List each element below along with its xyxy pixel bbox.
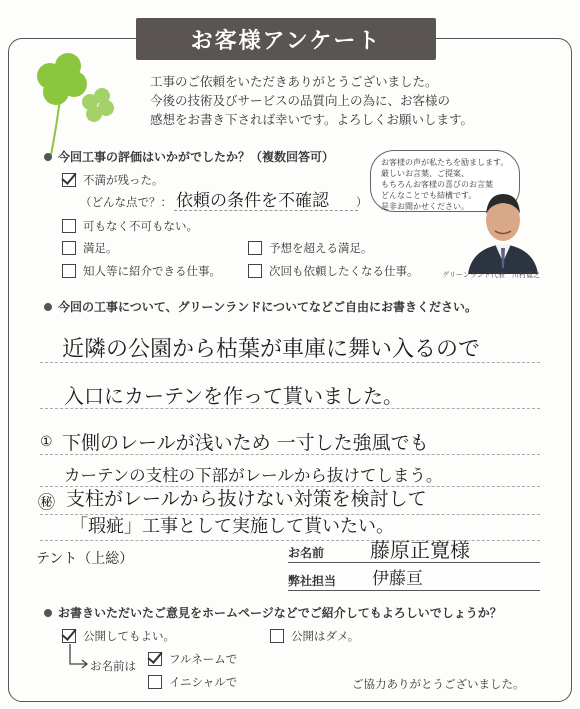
intro-text: 工事のご依頼をいただきありがとうございました。 今後の技術及びサービスの品質向上の為に、お客様の 感想をお書き下されば幸いです。よろしくお願いします。 [150,74,474,127]
speech-bubble: お客様の声が私たちを励まします。 厳しいお言葉、ご提案、 もちろんお客様の喜びのお言葉 どんなことでも結構です。 是非お聞かせください。 [370,150,520,212]
checkbox[interactable] [270,629,284,643]
comment-line-5: 支柱がレールから抜けない対策を検討して [66,488,427,510]
q1-heading: 今回工事の評価はいかがでしたか？（複数回答可） [44,148,334,165]
where-close: ） [356,195,368,209]
option-initial[interactable]: イニシャルで [148,674,237,690]
name-label: お名前 [288,546,325,560]
comment-line-1: 近隣の公園から枯葉が車庫に舞い入るので [62,337,481,362]
page-title: お客様アンケート [136,18,436,60]
checkbox-checked[interactable] [148,652,162,666]
checkbox[interactable] [62,219,76,233]
comment-line-6: 「瑕疵」工事として実施して貰いたい。 [70,516,394,537]
q3-heading: お書きいただいたご意見をホームページなどでご紹介してもよろしいでしょうか？ [44,604,502,621]
option-fullname[interactable]: フルネームで [148,651,237,667]
where-line [174,210,358,211]
checkbox[interactable] [62,241,76,255]
comment-line-4: カーテンの支柱の下部がレールから抜けてしまう。 [64,466,443,485]
staff-label: 弊社担当 [288,574,337,588]
option-exceeded[interactable]: 予想を超える満足。 [248,240,373,256]
comment-line-2: 入口にカーテンを作って貰いました。 [64,384,403,408]
where-label: （どんな点で？： [80,195,172,209]
thanks-text: ご協力ありがとうございました。 [352,677,525,691]
name-underline [288,562,540,563]
option-satisfied[interactable]: 満足。 [62,240,118,256]
comment-mark-2: ㊙ [38,493,55,513]
staff-name: 伊藤亘 [372,569,423,589]
where-handwritten: 依頼の条件を不確認 [176,191,329,211]
checkbox[interactable] [148,675,162,689]
option-neutral[interactable]: 可もなく不可もない。 [62,218,198,234]
checkbox-checked[interactable] [62,173,76,187]
tent-note: テント（上総） [36,551,134,567]
bullet-icon [44,153,52,161]
option-unsatisfied[interactable]: 不満が残った。 [62,172,164,188]
option-publish-ok[interactable]: 公開してもよい。 [62,628,175,644]
option-recommend[interactable]: 知人等に紹介できる仕事。 [62,263,221,279]
checkbox[interactable] [62,264,76,278]
checkbox[interactable] [248,241,262,255]
bullet-icon [44,609,52,617]
q2-heading: 今回の工事について、グリーンランドについてなどご自由にお書きください。 [44,298,477,315]
option-again[interactable]: 次回も依頼したくなる仕事。 [248,263,419,279]
name-format-label: お名前は [90,659,136,673]
representative-caption: グリーンランド代表 川村寛之 [442,271,540,279]
arrow-icon [68,644,90,670]
comment-line-3: 下側のレールが浅いため 一寸した強風でも [62,432,429,454]
checkbox[interactable] [248,264,262,278]
customer-name: 藤原正寛様 [370,538,470,562]
checkbox-checked[interactable] [62,629,76,643]
representative-photo [462,178,544,274]
bullet-icon [44,303,52,311]
staff-underline [288,590,540,591]
comment-mark-1: ① [40,434,53,450]
option-publish-no[interactable]: 公開はダメ。 [270,628,359,644]
